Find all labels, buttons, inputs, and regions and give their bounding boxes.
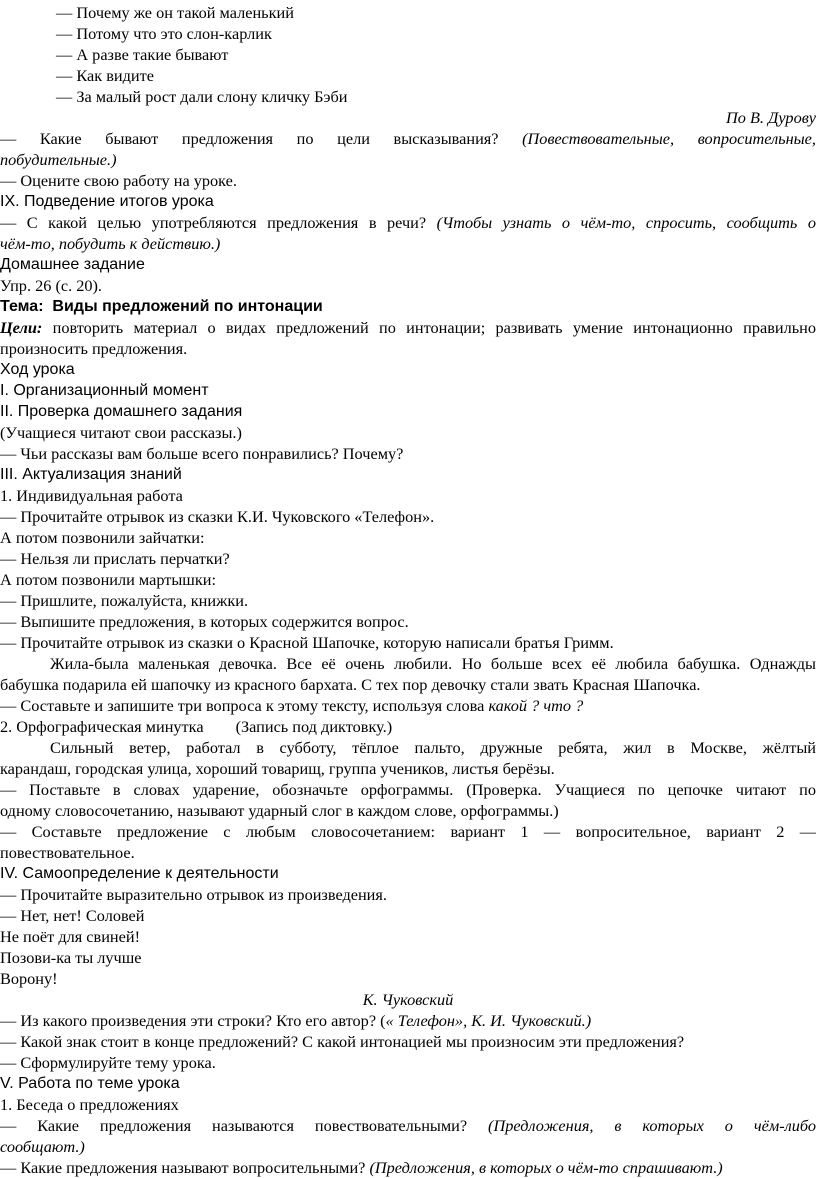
task-line: — Выпишите предложения, в которых содержится вопрос. <box>0 612 409 631</box>
answer-line: побудительные.) <box>0 150 117 169</box>
task-line: одному словосочетанию, называют ударный слог в каждом слове, орфограммы.) <box>0 801 559 820</box>
task-line: — Прочитайте отрывок из сказки о Красной Шапочке, которую написали братья Гримм. <box>0 633 614 652</box>
poem-line: Ворону! <box>0 969 58 988</box>
subsection: 1. Беседа о предложениях <box>0 1095 179 1114</box>
answer-line: чём-то, побудить к действию.) <box>0 234 221 253</box>
task-line: — Прочитайте отрывок из сказки К.И. Чуковского «Телефон». <box>0 507 435 526</box>
question-line: — Какие предложения называются повествовательными? (Предложения, в которых о чём-либо <box>0 1116 816 1135</box>
section-heading: Ход урока <box>0 361 75 378</box>
question-line: — Какой знак стоит в конце предложений? С какой интонацией мы произносим эти предложения? <box>0 1032 685 1051</box>
question-line: — Какие бывают предложения по цели высказывания? (Повествовательные, вопросительные, <box>0 129 816 148</box>
poem-line: А потом позвонили мартышки: <box>0 570 216 589</box>
lesson-topic: Тема: Виды предложений по интонации <box>0 298 323 315</box>
section-heading: I. Организационный момент <box>0 382 209 399</box>
author-signature: По В. Дурову <box>726 108 816 127</box>
dictation-line: Сильный ветер, работал в субботу, тёплое пальто, дружные ребята, жил в Москве, жёлтый <box>50 738 816 757</box>
poem-line: — Пришлите, пожалуйста, книжки. <box>0 591 249 610</box>
story-line: Жила-была маленькая девочка. Все её очень любили. Но больше всех её любила бабушка. Однажды <box>50 654 816 673</box>
section-heading: II. Проверка домашнего задания <box>0 403 243 420</box>
dialogue-line: — А разве такие бывают <box>56 45 229 64</box>
homework-text: Упр. 26 (с. 20). <box>0 276 103 295</box>
section-heading: IX. Подведение итогов урока <box>0 193 214 210</box>
section-heading: V. Работа по теме урока <box>0 1075 180 1092</box>
dictation-line: карандаш, городская улица, хороший товарищ, группа учеников, листья берёзы. <box>0 759 555 778</box>
task-line: — Составьте предложение с любым словосочетанием: вариант 1 — вопросительное, вариант 2 — <box>0 822 816 841</box>
text-line: (Учащиеся читают свои рассказы.) <box>0 423 242 442</box>
goals-line: Цели: повторить материал о видах предложений по интонации; развивать умение интонационно правильно <box>0 318 816 337</box>
question-line: — С какой целью употребляются предложения в речи? (Чтобы узнать о чём-то, спросить, сообщить о <box>0 213 816 232</box>
question-line: — Из какого произведения эти строки? Кто его автор? (« Телефон», К. И. Чуковский.) <box>0 1011 592 1030</box>
dialogue-line: — За малый рост дали слону кличку Бэби <box>56 87 348 106</box>
poem-line: — Нельзя ли прислать перчатки? <box>0 549 230 568</box>
dialogue-line: — Как видите <box>56 66 154 85</box>
task-line: — Оцените свою работу на уроке. <box>0 171 237 190</box>
author-signature: К. Чуковский <box>362 990 454 1009</box>
task-line: — Сформулируйте тему урока. <box>0 1053 216 1072</box>
section-heading: Домашнее задание <box>0 256 145 273</box>
poem-line: — Нет, нет! Соловей <box>0 906 145 925</box>
dialogue-line: — Почему же он такой маленький <box>56 3 294 22</box>
poem-line: Не поёт для свиней! <box>0 927 140 946</box>
subsection: 1. Индивидуальная работа <box>0 486 183 505</box>
question-line: — Чьи рассказы вам больше всего понравились? Почему? <box>0 444 404 463</box>
poem-line: А потом позвонили зайчатки: <box>0 528 205 547</box>
story-line: бабушка подарила ей шапочку из красного бархата. С тех пор девочку стали звать Красная Шапочка. <box>0 675 701 694</box>
subsection: 2. Орфографическая минутка (Запись под диктовку.) <box>0 717 393 736</box>
poem-line: Позови-ка ты лучше <box>0 948 142 967</box>
question-line: — Какие предложения называют вопросительными? (Предложения, в которых о чём-то спрашивают.) <box>0 1158 723 1177</box>
task-line: повествовательное. <box>0 843 135 862</box>
task-line: — Прочитайте выразительно отрывок из произведения. <box>0 885 387 904</box>
task-line: — Составьте и запишите три вопроса к этому тексту, используя слова какой ? что ? <box>0 696 584 715</box>
section-heading: IV. Самоопределение к деятельности <box>0 865 279 882</box>
section-heading: III. Актуализация знаний <box>0 466 182 483</box>
answer-line: сообщают.) <box>0 1137 85 1156</box>
dialogue-line: — Потому что это слон-карлик <box>56 24 272 43</box>
task-line: — Поставьте в словах ударение, обозначьте орфограммы. (Проверка. Учащиеся по цепочке читают по <box>0 780 816 799</box>
goals-line: произносить предложения. <box>0 339 188 358</box>
